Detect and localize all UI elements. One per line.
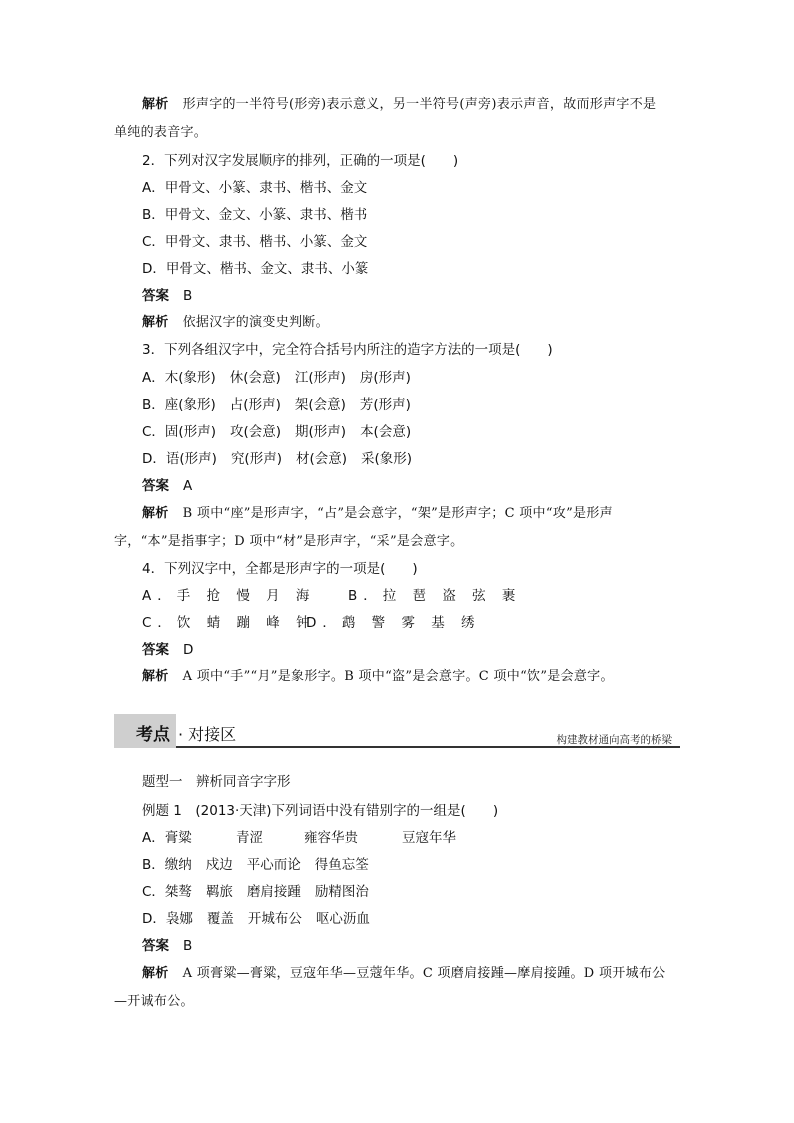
banner-title-main: 考点 — [136, 725, 170, 745]
q3-answer-value: A — [183, 478, 193, 494]
q4-explanation-label: 解析 — [142, 669, 169, 684]
q4-option-d: D．鹉 警 雾 基 绣 — [306, 615, 481, 631]
q4-explanation: 解析 A 项中“手”“月”是象形字。B 项中“盗”是会意字。C 项中“饮”是会意字。 — [142, 669, 614, 684]
example-option-d: D．袅娜 覆盖 开城布公 呕心沥血 — [142, 911, 370, 927]
section-heading: 题型一 辨析同音字字形 — [142, 774, 291, 790]
q3-explanation-line-2: 字，“本”是指事字；D 项中“材”是形声字，“采”是会意字。 — [114, 534, 464, 549]
q2-answer-label: 答案 — [142, 288, 169, 304]
q1-explanation-line-1: 解析 形声字的一半符号(形旁)表示意义，另一半符号(声旁)表示声音，故而形声字不是 — [142, 97, 657, 112]
q2-explanation-label: 解析 — [142, 315, 169, 330]
q1-explanation-line-2: 单纯的表音字。 — [114, 125, 208, 140]
q2-option-c: C．甲骨文、隶书、楷书、小篆、金文 — [142, 234, 368, 250]
example-option-c: C．桀骜 羁旅 磨肩接踵 励精图治 — [142, 884, 369, 900]
q3-answer-label: 答案 — [142, 478, 169, 494]
section-banner — [114, 714, 680, 748]
example-option-b: B．缴纳 戍边 平心而论 得鱼忘筌 — [142, 857, 369, 873]
q3-stem: 3．下列各组汉字中，完全符合括号内所注的造字方法的一项是( ) — [142, 342, 553, 358]
example-stem: 例题 1 (2013·天津)下列词语中没有错别字的一组是( ) — [142, 803, 499, 819]
q3-answer — [142, 477, 680, 495]
q4-answer — [142, 641, 680, 659]
q3-explanation-line-1: 解析 B 项中“座”是形声字，“占”是会意字，“架”是形声字；C 项中“攻”是形声 — [142, 506, 613, 521]
q2-option-b: B．甲骨文、金文、小篆、隶书、楷书 — [142, 207, 368, 223]
banner-subtitle: · 对接区 — [178, 725, 237, 744]
banner-title — [136, 720, 236, 745]
q3-option-d: D．语(形声) 究(形声) 材(会意) 采(象形) — [142, 451, 413, 467]
example-explanation-line-2: —开诚布公。 — [114, 994, 194, 1009]
q2-answer-value: B — [183, 288, 193, 304]
q1-explanation-label: 解析 — [142, 97, 169, 112]
q3-option-c: C．固(形声) 攻(会意) 期(形声) 本(会意) — [142, 424, 412, 440]
q4-option-b: B．拉 琶 盗 弦 裹 — [348, 588, 522, 604]
example-answer-label: 答案 — [142, 938, 169, 954]
q4-option-a: A．手 抢 慢 月 海 — [142, 588, 316, 604]
q4-option-c: C．饮 蜻 蹦 峰 钟 — [142, 615, 316, 631]
example-option-a: A．膏粱 青涩 雍容华贵 豆寇年华 — [142, 830, 456, 846]
q4-options-row-1 — [142, 587, 680, 605]
q4-stem: 4．下列汉字中，全都是形声字的一项是( ) — [142, 561, 418, 577]
q3-explanation-label: 解析 — [142, 506, 169, 521]
q2-option-a: A．甲骨文、小篆、隶书、楷书、金文 — [142, 180, 368, 196]
example-answer — [142, 937, 680, 955]
q2-option-d: D．甲骨文、楷书、金文、隶书、小篆 — [142, 261, 369, 277]
q2-explanation: 解析 依据汉字的演变史判断。 — [142, 315, 329, 330]
q3-option-a: A．木(象形) 休(会意) 江(形声) 房(形声) — [142, 370, 411, 386]
q4-answer-value: D — [183, 642, 194, 658]
example-explanation-label: 解析 — [142, 966, 169, 981]
q3-option-b: B．座(象形) 占(形声) 架(会意) 芳(形声) — [142, 397, 411, 413]
q4-answer-label: 答案 — [142, 642, 169, 658]
example-answer-value: B — [183, 938, 193, 954]
example-explanation-line-1: 解析 A 项膏粱—膏粱，豆寇年华—豆蔻年华。C 项磨肩接踵—摩肩接踵。D 项开城布公 — [142, 966, 666, 981]
banner-tagline: 构建教材通向高考的桥梁 — [556, 734, 672, 746]
q2-stem: 2．下列对汉字发展顺序的排列，正确的一项是( ) — [142, 153, 459, 169]
q4-options-row-2 — [142, 614, 680, 632]
q2-answer — [142, 287, 680, 305]
